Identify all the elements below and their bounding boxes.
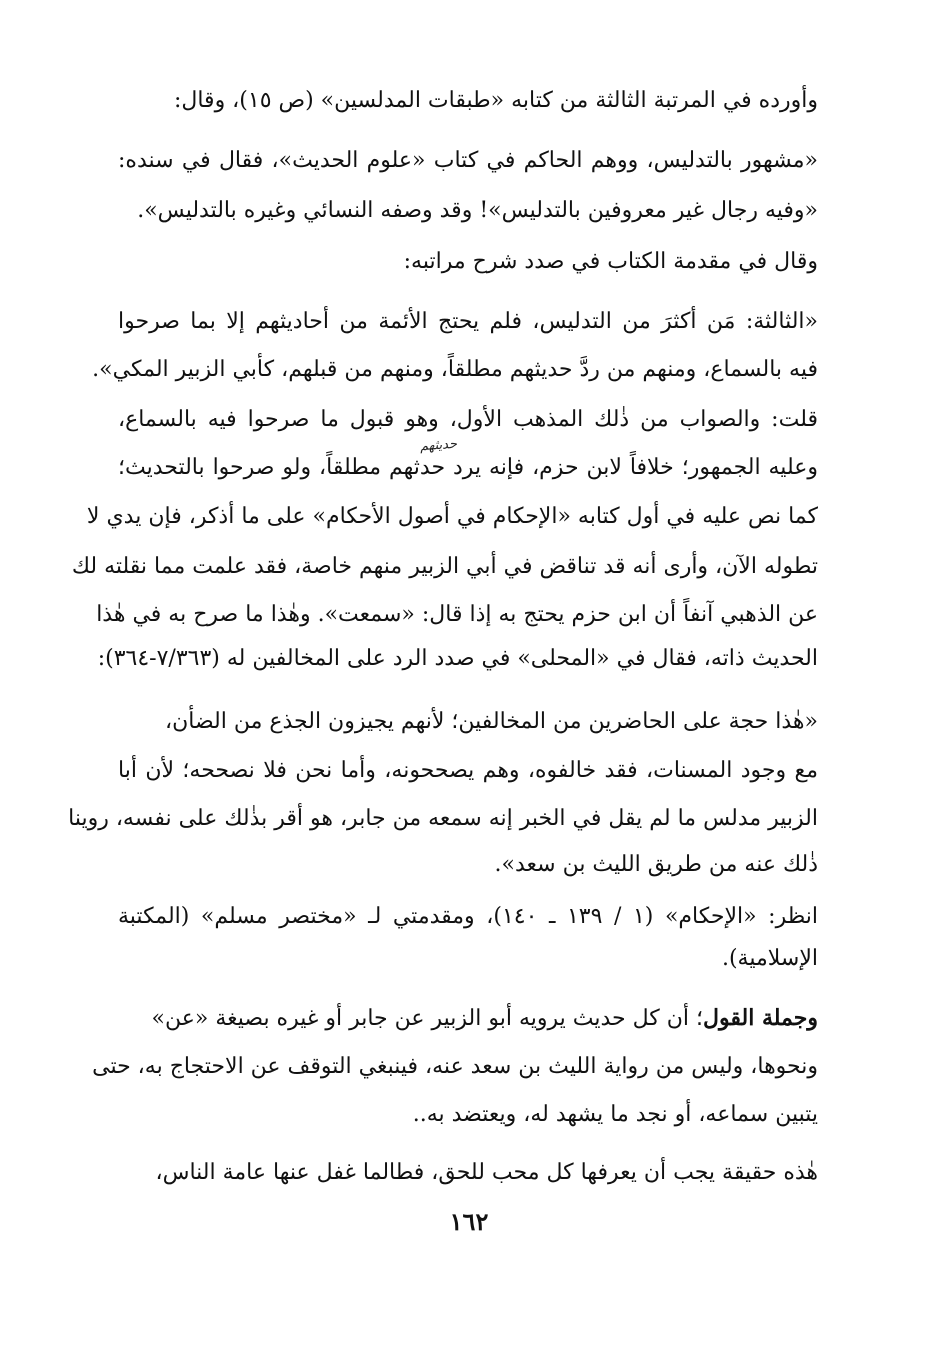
summary-text: ؛ أن كل حديث يرويه أبو الزبير عن جابر أو غيره بصيغة «عن» xyxy=(151,1006,704,1031)
text-line-22: هٰذه حقيقة يجب أن يعرفها كل محب للحق، فطالما غفل عنها عامة الناس، xyxy=(155,1160,818,1185)
text-line-4: وقال في مقدمة الكتاب في صدد شرح مراتبه: xyxy=(403,249,818,274)
text-line-21: يتبين سماعه، أو نجد ما يشهد له، ويعتضد به.. xyxy=(412,1102,818,1127)
handwritten-correction: حديثهم xyxy=(419,436,458,455)
text-line-15: الزبير مدلس ما لم يقل في الخبر إنه سمعه من جابر، هو أقر بذٰلك على نفسه، روينا xyxy=(68,806,818,831)
text-line-14: مع وجود المسنات، فقد خالفوه، وهم يصححونه، وأما نحن فلا نصححه؛ لأن أبا xyxy=(118,758,818,783)
text-line-8: وعليه الجمهور؛ خلافاً لابن حزم، فإنه يرد حدثهم مطلقاً، ولو صرحوا بالتحديث؛ xyxy=(118,455,818,480)
text-line-19 xyxy=(118,1003,818,1034)
text-line-1: وأورده في المرتبة الثالثة من كتابه «طبقات المدلسين» (ص ١٥)، وقال: xyxy=(173,88,818,113)
text-line-3: «وفيه رجال غير معروفين بالتدليس»! وقد وصفه النسائي وغيره بالتدليس». xyxy=(137,198,818,223)
text-line-10: تطوله الآن، وأرى أنه قد تناقض في أبي الزبير منهم خاصة، فقد علمت مما نقلته لك xyxy=(71,554,818,579)
page-number: ١٦٢ xyxy=(449,1207,489,1236)
text-line-12: الحديث ذاته، فقال في «المحلى» في صدد الرد على المخالفين له (٧/٣٦٣-٣٦٤): xyxy=(97,646,818,671)
text-line-7: قلت: والصواب من ذٰلك المذهب الأول، وهو قبول ما صرحوا فيه بالسماع، xyxy=(118,407,818,432)
text-line-13: «هٰذا حجة على الحاضرين من المخالفين؛ لأنهم يجيزون الجذع من الضأن، xyxy=(165,709,818,734)
text-line-20: ونحوها، وليس من رواية الليث بن سعد عنه، فينبغي التوقف عن الاحتجاج به، حتى xyxy=(92,1054,818,1079)
text-line-2: «مشهور بالتدليس، ووهم الحاكم في كتاب «علوم الحديث»، فقال في سنده: xyxy=(118,148,818,173)
text-line-9: كما نص عليه في أول كتابه «الإحكام في أصول الأحكام» على ما أذكر، فإن يدي لا xyxy=(86,504,818,529)
text-line-16: ذٰلك عنه من طريق الليث بن سعد». xyxy=(494,852,818,877)
text-line-5: «الثالثة: مَن أكثرَ من التدليس، فلم يحتج الأئمة من أحاديثهم إلا بما صرحوا xyxy=(118,309,818,334)
text-line-11: عن الذهبي آنفاً أن ابن حزم يحتج به إذا قال: «سمعت». وهٰذا ما صرح به في هٰذا xyxy=(96,602,818,627)
text-line-18: الإسلامية). xyxy=(721,946,818,971)
text-line-6: فيه بالسماع، ومنهم من ردَّ حديثهم مطلقاً، ومنهم من قبلهم، كأبي الزبير المكي». xyxy=(92,357,818,382)
text-line-17: انظر: «الإحكام» (١ / ١٣٩ ـ ١٤٠)، ومقدمتي لـ «مختصر مسلم» (المكتبة xyxy=(118,904,818,929)
summary-heading: وجملة القول xyxy=(703,1005,818,1031)
